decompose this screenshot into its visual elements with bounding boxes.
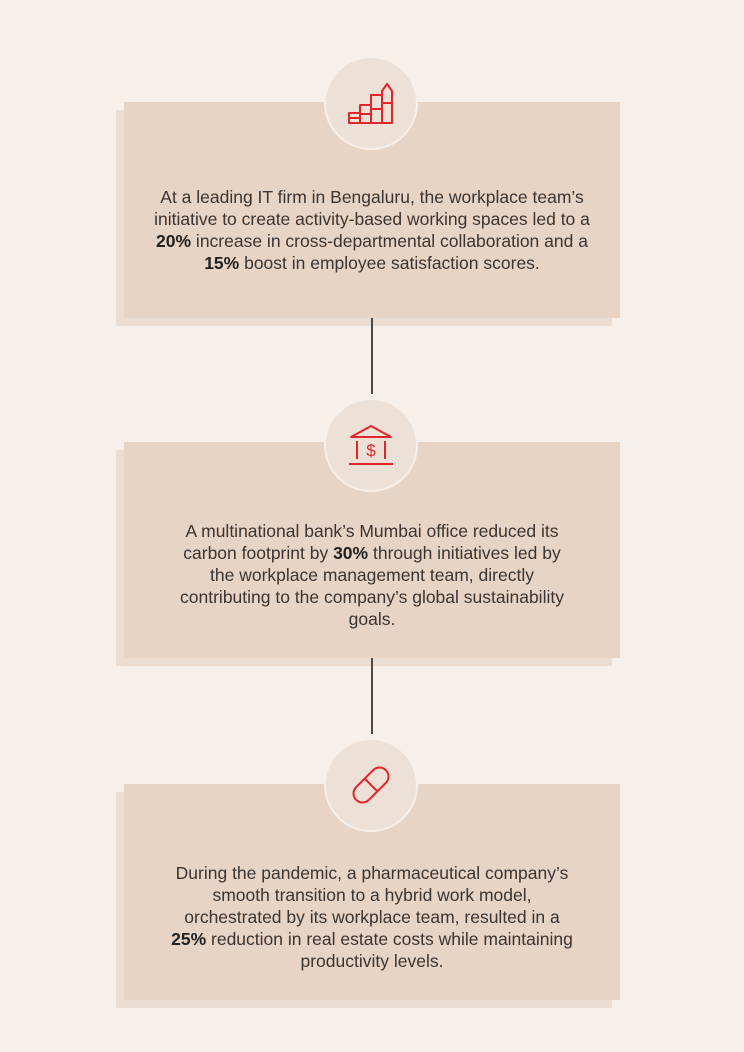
case-text-segment: increase in cross-departmental collaboration and a (191, 231, 588, 251)
connector-line (371, 658, 373, 734)
connector-line (371, 318, 373, 394)
stat-highlight: 15% (204, 253, 240, 273)
svg-text:$: $ (366, 441, 376, 460)
stat-highlight: 30% (333, 543, 369, 563)
icon-badge-3 (324, 738, 418, 832)
stat-highlight: 20% (156, 231, 192, 251)
bank-dollar-icon (348, 423, 394, 467)
case-text-segment: A multinational bank’s Mumbai office reduced its carbon footprint by (183, 521, 559, 563)
case-text-1 (154, 186, 590, 274)
pill-capsule-icon (347, 761, 395, 809)
case-text-3 (167, 862, 577, 972)
stat-highlight: 25% (171, 929, 207, 949)
case-text-segment: through initiatives led by the workplace management team, directly contributing to the company’s global sustainability goals. (180, 543, 564, 629)
icon-badge-2 (324, 398, 418, 492)
case-text-segment: reduction in real estate costs while maintaining productivity levels. (206, 929, 573, 971)
case-text-2 (172, 520, 572, 630)
case-text-segment: At a leading IT firm in Bengaluru, the workplace team’s initiative to create activity-based working spaces led to a (154, 187, 590, 229)
case-text-segment: boost in employee satisfaction scores. (239, 253, 540, 273)
icon-badge-1 (324, 56, 418, 150)
case-text-segment: During the pandemic, a pharmaceutical company’s smooth transition to a hybrid work model, orchestrated by its workplace team, resulted in a (175, 863, 569, 927)
bar-growth-icon (347, 81, 395, 125)
